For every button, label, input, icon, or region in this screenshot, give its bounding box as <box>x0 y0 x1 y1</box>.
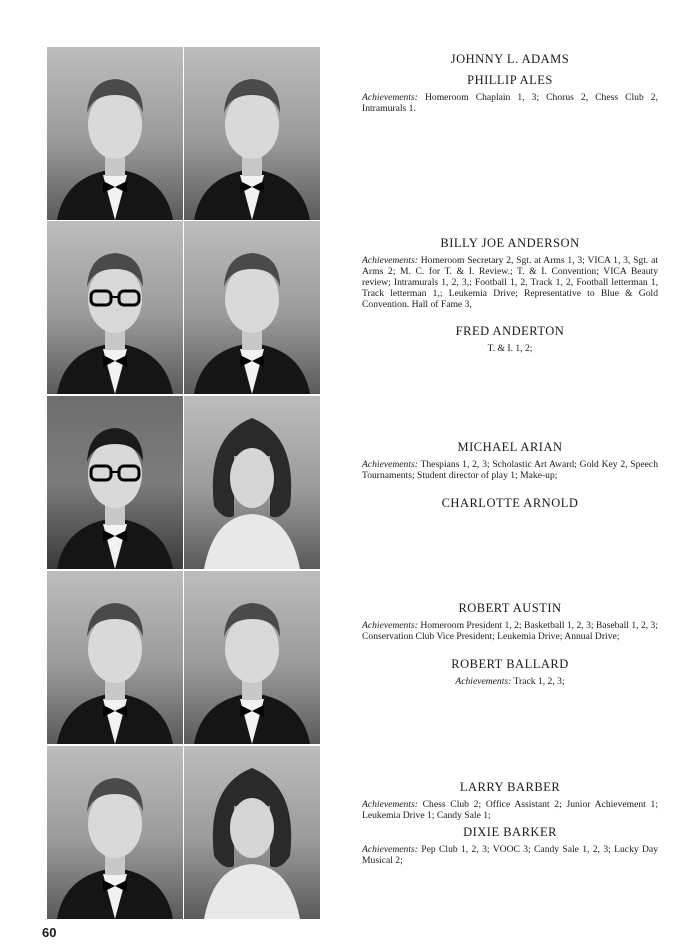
student-name: JOHNNY L. ADAMS <box>450 52 570 66</box>
achievements-text: Achievements: Track 1, 2, 3; <box>455 676 565 687</box>
student-name: MICHAEL ARIAN <box>457 440 563 454</box>
student-name: CHARLOTTE ARNOLD <box>441 496 579 510</box>
achievements-label: Achievements: <box>362 844 418 855</box>
page-number: 60 <box>42 925 57 940</box>
student-name: BILLY JOE ANDERSON <box>440 236 580 250</box>
portrait-photo-larry-barber <box>47 746 183 919</box>
entry-robert-austin <box>362 601 658 642</box>
entry-robert-ballard <box>362 657 658 687</box>
portrait-photo-robert-ballard <box>184 571 320 744</box>
achievements-text: Achievements: Thespians 1, 2, 3; Scholastic Art Award; Gold Key 2, Speech Tournaments; Student director of play 1; Make-up; <box>362 459 658 481</box>
portrait-photo-fred-anderton <box>184 221 320 394</box>
achievements-label: Achievements: <box>455 676 512 687</box>
entry-fred-anderton <box>362 324 658 354</box>
entry-dixie-barker <box>362 825 658 866</box>
portrait-photo-charlotte-arnold <box>184 396 320 569</box>
achievements-text: Achievements: Homeroom Secretary 2, Sgt. at Arms 1, 3; VICA 1, 3, Sgt. at Arms 2; M. C. for T. & I. Review.; T. & I. Convention; VICA Beauty review; Intramurals 1, 2, 3,; Football 1, 2, Track 1, 2, Football letterman 1, Track letterman 1,; Leukemia Drive; Representative to Blue & Gold Convention. Hall of Fame 3, <box>362 255 658 310</box>
achievements-text: T. & I. 1, 2; <box>487 343 533 354</box>
student-name: PHILLIP ALES <box>467 73 553 87</box>
portrait-photo-billy-joe-anderson <box>47 221 183 394</box>
student-name: DIXIE BARKER <box>463 825 557 839</box>
achievements-label: Achievements: <box>362 799 418 810</box>
achievements-text: Achievements: Homeroom President 1, 2; Basketball 1, 2, 3; Baseball 1, 2, 3; Conservation Club Vice President; Leukemia Drive; Annual Drive; <box>362 620 659 642</box>
entry-billy-joe-anderson <box>362 236 658 310</box>
entry-michael-arian <box>362 440 658 481</box>
entry-larry-barber <box>362 780 658 821</box>
student-name: FRED ANDERTON <box>455 324 565 338</box>
portrait-photo-robert-austin <box>47 571 183 744</box>
portrait-photo-phillip-ales <box>184 47 320 220</box>
entry-charlotte-arnold <box>362 496 658 515</box>
achievements-label: Achievements: <box>362 620 418 631</box>
achievements-text: Achievements: Chess Club 2; Office Assistant 2; Junior Achievement 1; Leukemia Drive 1; Candy Sale 1; <box>362 799 658 821</box>
entry-phillip-ales <box>362 73 658 114</box>
student-name: LARRY BARBER <box>459 780 561 794</box>
achievements-text: Achievements: Pep Club 1, 2, 3; VOOC 3; Candy Sale 1, 2, 3; Lucky Day Musical 2; <box>362 844 658 866</box>
portrait-photo-dixie-barker <box>184 746 320 919</box>
student-entries <box>362 0 658 947</box>
student-name: ROBERT BALLARD <box>451 657 569 671</box>
entry-johnny-adams <box>362 52 658 71</box>
portrait-photo-johnny-adams <box>47 47 183 220</box>
student-name: ROBERT AUSTIN <box>458 601 562 615</box>
achievements-label: Achievements: <box>362 255 418 266</box>
achievements-label: Achievements: <box>362 459 418 470</box>
portrait-photo-michael-arian <box>47 396 183 569</box>
achievements-text: Achievements: Homeroom Chaplain 1, 3; Chorus 2, Chess Club 2, Intramurals 1. <box>362 92 658 114</box>
achievements-label: Achievements: <box>362 92 418 103</box>
